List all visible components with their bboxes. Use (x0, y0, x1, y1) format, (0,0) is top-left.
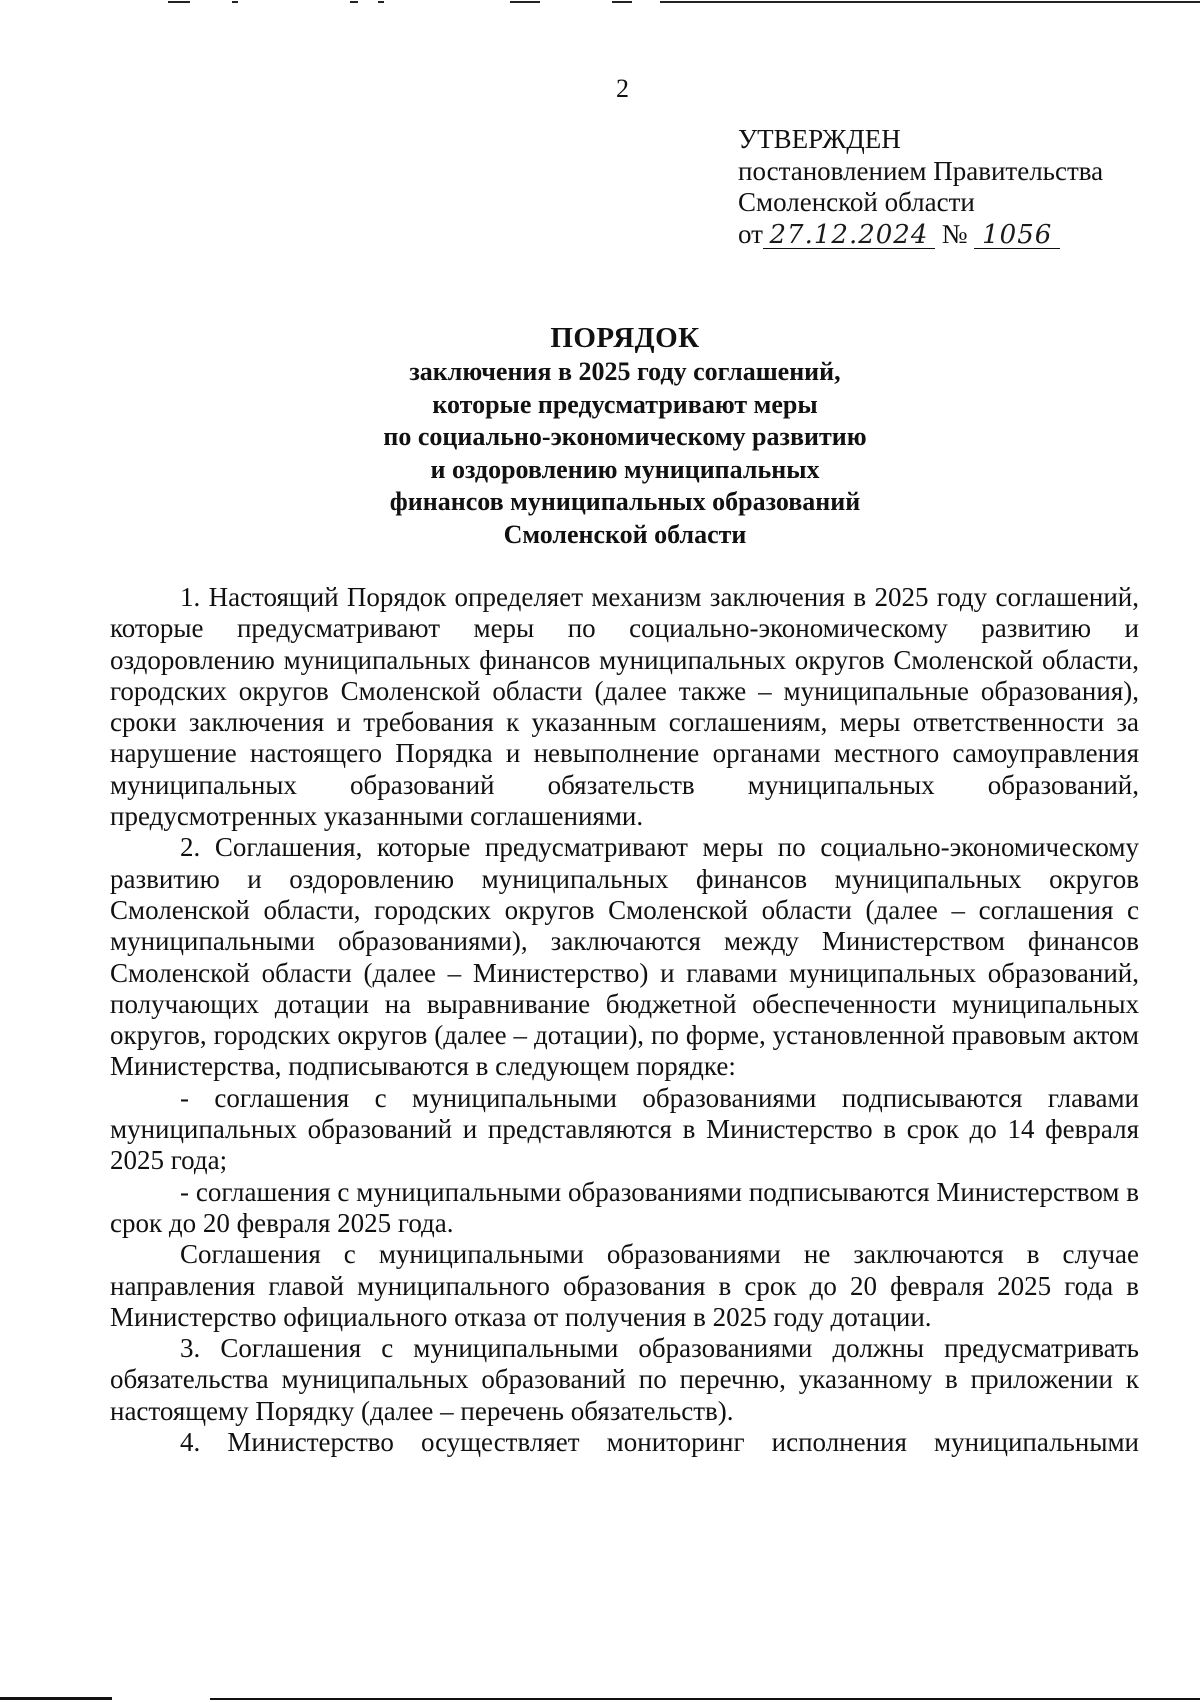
paragraph-4: 4. Министерство осуществляет мониторинг исполнения муниципальными (180, 1427, 1139, 1458)
title-subtitle-line-5: финансов муниципальных образований (389, 487, 861, 516)
approval-date-line (738, 219, 1103, 251)
title-subtitle-line-6: Смоленской области (503, 519, 747, 549)
page-number: 2 (616, 74, 629, 103)
document-body (110, 582, 1139, 1458)
scan-edge-top (0, 0, 1200, 6)
date-prefix: от (738, 218, 763, 249)
title-subtitle-line-3: по социально-экономическому развитию (383, 422, 867, 451)
paragraph-2: 2. Соглашения, которые предусматривают меры по социально-экономическому развитию и оздоровлению муниципальных финансов муниципальных округов Смоленской области, городских округов Смоленской области (далее – соглашения с муниципальными образованиями), заключаются между Министерством финансов Смоленской области (далее – Министерство) и главами муниципальных образований, получающих дотации на выравнивание бюджетной обеспеченности муниципальных округов, городских округов (далее – дотации), по форме, установленной правовым актом Министерства, подписываются в следующем порядке: (110, 832, 1139, 1082)
approval-line-2: Смоленской области (738, 187, 975, 217)
title-subtitle-line-2: которые предусматривают меры (432, 389, 818, 419)
title-subtitle-line-1: заключения в 2025 году соглашений, (409, 357, 841, 386)
paragraph-2-item-1: - соглашения с муниципальными образованиями подписываются главами муниципальных образований и представляются в Министерство в срок до 14 февраля 2025 года; (110, 1082, 1139, 1176)
handwritten-number: 1056 (974, 222, 1060, 249)
paragraph-2-item-2: - соглашения с муниципальными образованиями подписываются Министерством в срок до 20 февраля 2025 года. (110, 1176, 1139, 1238)
handwritten-date: 27.12.2024 (763, 222, 935, 249)
approval-stamp-block (738, 124, 1103, 250)
paragraph-1: 1. Настоящий Порядок определяет механизм заключения в 2025 году соглашений, которые предусматривают меры по социально-экономическому развитию и оздоровлению муниципальных финансов муниципальных округов Смоленской области, городских округов Смоленской области (далее также – муниципальные образования), сроки заключения и требования к указанным соглашениям, меры ответственности за нарушение настоящего Порядка и невыполнение органами местного самоуправления муниципальных образований обязательств муниципальных образований, предусмотренных указанными соглашениями. (110, 582, 1139, 832)
paragraph-3: 3. Соглашения с муниципальными образованиями должны предусматривать обязательства муниципальных образований по перечню, указанному в приложении к настоящему Порядку (далее – перечень обязательств). (110, 1333, 1139, 1426)
number-sign: № (941, 218, 968, 249)
approval-heading: УТВЕРЖДЕН (738, 124, 901, 154)
title-subtitle-line-4: и оздоровлению муниципальных (430, 454, 820, 484)
scan-edge-bottom (0, 1694, 1200, 1702)
paragraph-2-note: Соглашения с муниципальными образованиями не заключаются в случае направления главой муниципального образования в срок до 20 февраля 2025 года в Министерство официального отказа от получения в 2025 году дотации. (110, 1239, 1139, 1332)
approval-line-1: постановлением Правительства (738, 155, 1104, 186)
document-title (110, 320, 1140, 551)
title-main: ПОРЯДОК (550, 322, 700, 354)
